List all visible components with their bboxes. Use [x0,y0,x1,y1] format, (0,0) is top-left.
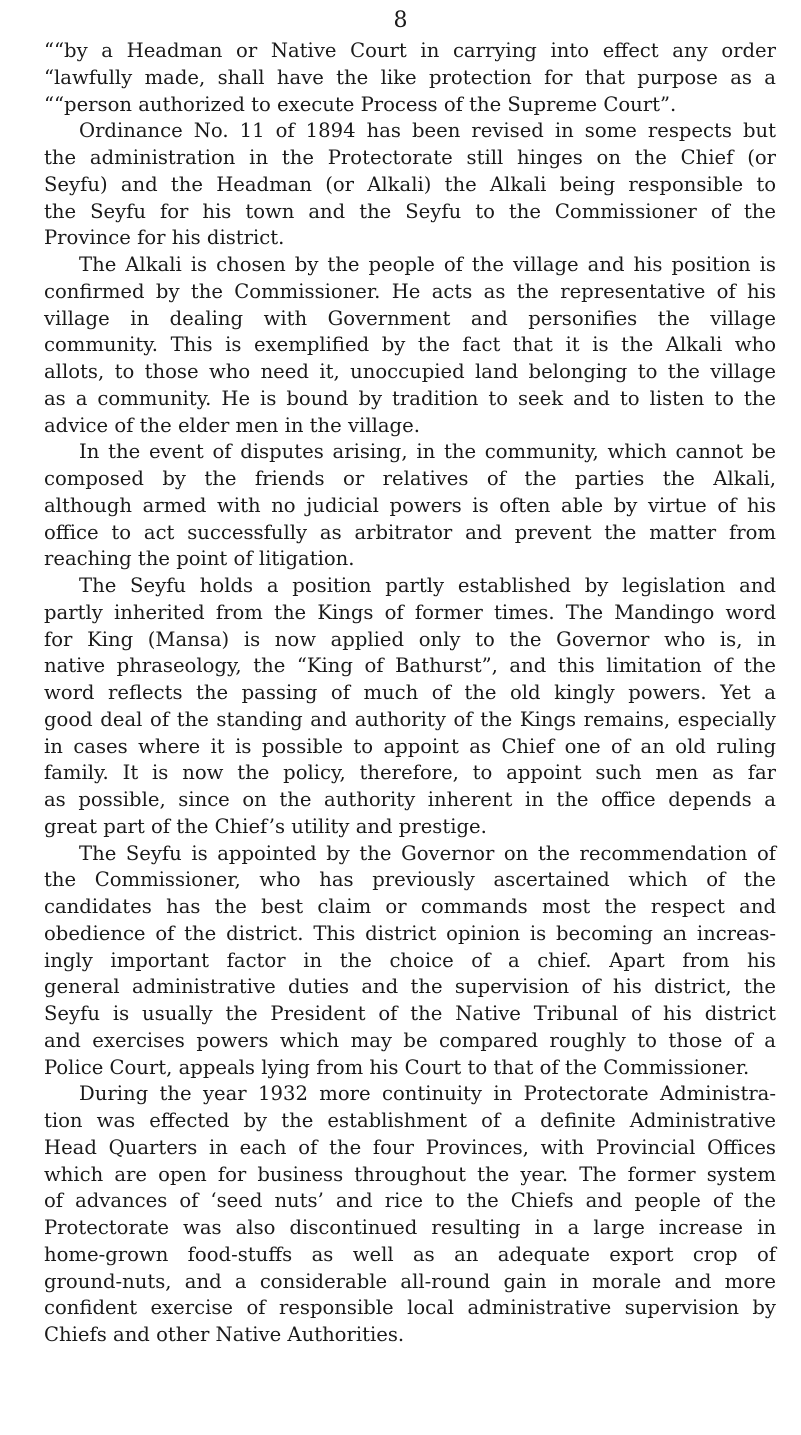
text-line: the administration in the Protectorate still hinges on the Chief (or [44,146,776,169]
text-line: general administrative duties and the supervision of his district, the [44,975,776,999]
text-line: Chiefs and other Native Authorities. [44,1323,405,1346]
text-line: great part of the Chief’s utility and prestige. [44,814,487,838]
text-line: reaching the point of litigation. [44,547,355,571]
text-line: which are open for business throughout the year. The former system [44,1162,776,1186]
text-line: office to act successfully as arbitrator and prevent the matter from [44,520,776,544]
body-text [44,38,776,1349]
text-line: Province for his district. [44,226,285,250]
text-line: community. This is exemplified by the fact that it is the Alkali who [44,333,776,357]
text-line: The Seyfu holds a position partly established by legislation and [79,574,776,597]
text-line: in cases where it is possible to appoint as Chief one of an old ruling [44,734,776,758]
text-line: ingly important factor in the choice of a chief. Apart from his [44,948,776,972]
text-line: word reflects the passing of much of the old kingly powers. Yet a [44,681,776,704]
paragraph [44,38,776,118]
text-line: The Seyfu is appointed by the Governor on the recommendation of [79,841,776,865]
text-line: village in dealing with Government and personifies the village [44,306,776,330]
text-line: advice of the elder men in the village. [44,413,420,437]
text-line: obedience of the district. This district opinion is becoming an increas- [44,921,776,945]
text-line: as a community. He is bound by tradition to seek and to listen to the [44,386,776,410]
text-line: ““person authorized to execute Process of the Supreme Court”. [44,92,677,116]
page-number: 8 [393,8,408,33]
paragraph [44,118,776,252]
text-line: composed by the friends or relatives of the parties the Alkali, [44,467,776,490]
text-line: Seyfu is usually the President of the Native Tribunal of his district [44,1002,776,1025]
text-line: as possible, since on the authority inherent in the office depends a [44,788,776,811]
text-line: tion was effected by the establishment of a definite Administrative [44,1109,776,1132]
paragraph [44,1081,776,1349]
paragraph [44,841,776,1082]
text-line: The Alkali is chosen by the people of the village and his position is [79,253,776,276]
text-line: Protectorate was also discontinued resulting in a large increase in [44,1216,776,1239]
text-line: During the year 1932 more continuity in Protectorate Administra- [79,1082,776,1106]
paragraph [44,573,776,841]
text-line: the Seyfu for his town and the Seyfu to the Commissioner of the [44,199,776,223]
text-line: candidates has the best claim or commands most the respect and [44,895,776,918]
text-line: and exercises powers which may be compared roughly to those of a [44,1028,776,1052]
text-line: allots, to those who need it, unoccupied land belonging to the village [44,360,776,383]
text-line: Seyfu) and the Headman (or Alkali) the Alkali being responsible to [44,172,776,196]
text-line: of advances of ‘seed nuts’ and rice to the Chiefs and people of the [44,1189,776,1213]
text-line: home-grown food-stuffs as well as an adequate export crop of [44,1242,776,1266]
text-line: In the event of disputes arising, in the community, which cannot be [79,440,776,464]
text-line: confident exercise of responsible local administrative supervision by [44,1296,776,1320]
paragraph [44,252,776,439]
text-line: Head Quarters in each of the four Provinces, with Provincial Offices [44,1135,776,1159]
text-line: family. It is now the policy, therefore, to appoint such men as far [44,761,776,785]
paragraph [44,439,776,573]
text-line: for King (Mansa) is now applied only to the Governor who is, in [44,627,776,651]
text-line: the Commissioner, who has previously ascertained which of the [44,868,776,892]
text-line: partly inherited from the Kings of former times. The Mandingo word [44,600,776,624]
text-line: ground-nuts, and a considerable all-round gain in morale and more [44,1269,776,1293]
text-line: ““by a Headman or Native Court in carrying into effect any order [44,39,776,62]
text-line: good deal of the standing and authority of the Kings remains, especially [44,707,776,731]
text-line: Police Court, appeals lying from his Court to that of the Commissioner. [44,1055,750,1079]
text-line: native phraseology, the “King of Bathurst”, and this limitation of the [44,654,776,678]
text-line: Ordinance No. 11 of 1894 has been revised in some respects but [79,119,776,143]
text-line: “lawfully made, shall have the like protection for that purpose as a [44,65,776,89]
text-line: confirmed by the Commissioner. He acts as the representative of his [44,279,776,303]
text-line: although armed with no judicial powers is often able by virtue of his [44,493,776,517]
